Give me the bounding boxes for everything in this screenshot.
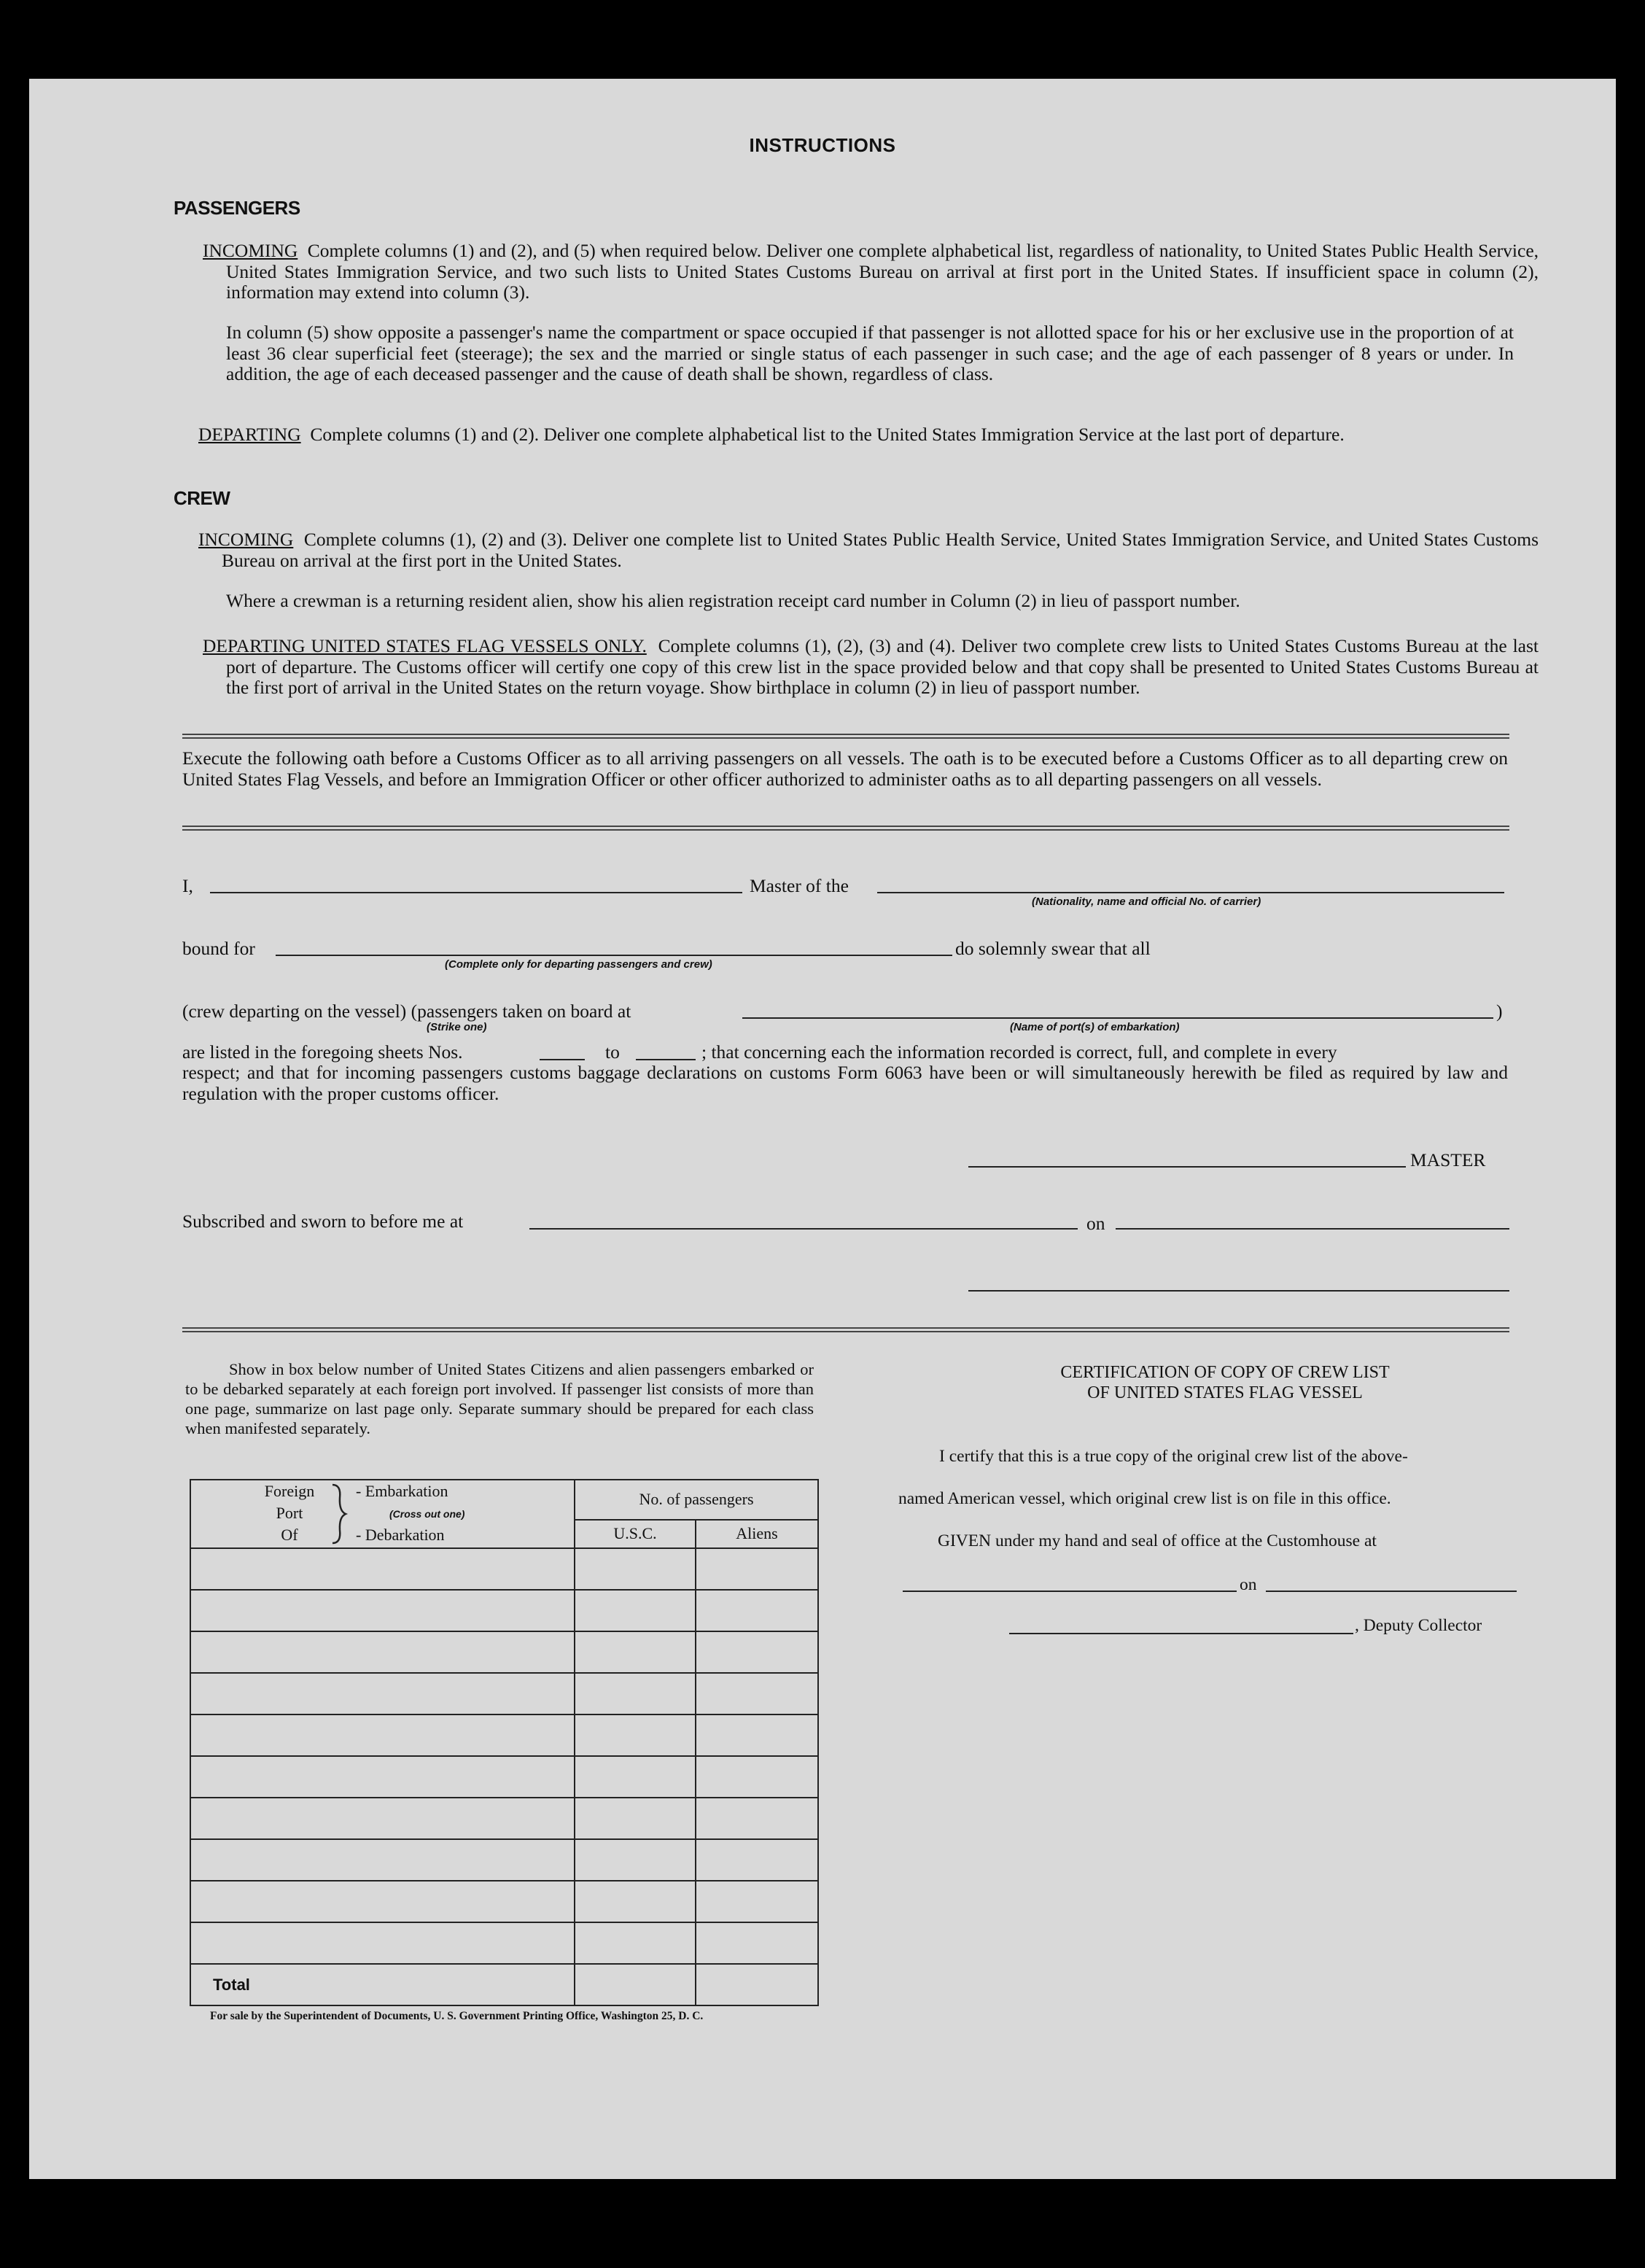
cert-on-label: on xyxy=(1240,1575,1257,1594)
table-row xyxy=(190,1548,818,1590)
usc-cell[interactable] xyxy=(575,1756,696,1798)
usc-cell[interactable] xyxy=(575,1631,696,1673)
swear-text: do solemnly swear that all xyxy=(955,938,1151,959)
table-row xyxy=(190,1922,818,1964)
on-label: on xyxy=(1086,1213,1105,1234)
form-page xyxy=(29,79,1616,2179)
subscribed-label: Subscribed and sworn to before me at xyxy=(182,1211,464,1232)
divider xyxy=(182,1327,1509,1332)
sheet-to-field[interactable] xyxy=(636,1059,696,1060)
passengers-incoming-paragraph xyxy=(203,241,1539,303)
aliens-cell[interactable] xyxy=(696,1756,818,1798)
aliens-cell[interactable] xyxy=(696,1798,818,1839)
passengers-departing-label: DEPARTING xyxy=(198,424,301,445)
given-text: GIVEN under my hand and seal of office at the Customhouse at xyxy=(938,1531,1377,1550)
table-row xyxy=(190,1590,818,1631)
table-row xyxy=(190,1756,818,1798)
of-label: Of xyxy=(281,1526,298,1544)
usc-cell[interactable] xyxy=(575,1922,696,1964)
usc-cell[interactable] xyxy=(575,1673,696,1714)
sworn-place-field[interactable] xyxy=(529,1228,1078,1230)
divider xyxy=(182,826,1509,831)
usc-cell[interactable] xyxy=(575,1798,696,1839)
aliens-cell[interactable] xyxy=(696,1631,818,1673)
sworn-date-field[interactable] xyxy=(1116,1228,1509,1230)
table-row xyxy=(190,1714,818,1756)
passengers-departing-text: Complete columns (1) and (2). Deliver one complete alphabetical list to the United States Immigration Service at the last port of departure. xyxy=(310,424,1345,445)
aliens-header: Aliens xyxy=(696,1520,818,1548)
footer-gpo-note: For sale by the Superintendent of Documents, U. S. Government Printing Office, Washington 25, D. C. xyxy=(210,2010,704,2022)
carrier-field[interactable] xyxy=(877,892,1504,893)
crew-departing-text: Complete columns (1), (2), (3) and (4). Deliver two complete crew lists to United States Customs Bureau at the last port of departure. The Customs officer will certify one copy of this crew list in the space provided below and that copy shall be presented to United States Customs Bureau at the first port of arrival in the United States on the return voyage. Show birthplace in column (2) in lieu of passport number. xyxy=(226,635,1539,698)
crew-departing-label: DEPARTING UNITED STATES FLAG VESSELS ONLY. xyxy=(203,635,647,656)
divider xyxy=(182,734,1509,739)
usc-header: U.S.C. xyxy=(575,1520,696,1548)
certification-title-line2: OF UNITED STATES FLAG VESSEL xyxy=(1087,1383,1363,1402)
strike-one-caption: (Strike one) xyxy=(427,1021,487,1033)
deputy-signature-field[interactable] xyxy=(1009,1633,1353,1634)
page-title: INSTRUCTIONS xyxy=(749,134,896,156)
bound-for-caption: (Complete only for departing passengers and crew) xyxy=(445,958,712,971)
port-cell[interactable] xyxy=(190,1881,575,1922)
port-cell[interactable] xyxy=(190,1922,575,1964)
crew-incoming-label: INCOMING xyxy=(198,529,294,550)
listed-prefix: are listed in the foregoing sheets Nos. xyxy=(182,1041,463,1063)
table-row xyxy=(190,1673,818,1714)
port-header-cell xyxy=(190,1480,575,1548)
carrier-caption: (Nationality, name and official No. of carrier) xyxy=(1032,896,1261,908)
crew-incoming-text: Complete columns (1), (2) and (3). Deliver one complete list to United States Public Health Service, United States Immigration Service, and United States Customs Bureau on arrival at the first port in the United States. xyxy=(222,529,1539,571)
ports-caption: (Name of port(s) of embarkation) xyxy=(1010,1021,1180,1033)
sheet-from-field[interactable] xyxy=(540,1059,585,1060)
usc-cell[interactable] xyxy=(575,1590,696,1631)
aliens-cell[interactable] xyxy=(696,1548,818,1590)
table-row xyxy=(190,1881,818,1922)
certify-line1: I certify that this is a true copy of the original crew list of the above- xyxy=(939,1447,1408,1466)
total-row xyxy=(190,1964,818,2005)
to-label: to xyxy=(605,1041,620,1063)
aliens-cell[interactable] xyxy=(696,1881,818,1922)
officer-signature-field[interactable] xyxy=(968,1290,1509,1292)
port-cell[interactable] xyxy=(190,1756,575,1798)
embarkation-label: - Embarkation xyxy=(356,1482,448,1500)
port-label: Port xyxy=(276,1504,303,1522)
passengers-heading: PASSENGERS xyxy=(174,197,300,219)
embarkation-port-field[interactable] xyxy=(742,1017,1493,1019)
certification-title xyxy=(955,1362,1495,1403)
no-passengers-header: No. of passengers xyxy=(575,1480,818,1520)
oath-instructions: Execute the following oath before a Customs Officer as to all arriving passengers on all vessels. The oath is to be executed before a Customs Officer as to all departing crew on United States Flag Vessels, and before an Immigration Officer or other officer authorized to administer oaths as to all departing passengers on all vessels. xyxy=(182,747,1508,790)
usc-total-cell[interactable] xyxy=(575,1964,696,2005)
master-label: MASTER xyxy=(1410,1149,1486,1170)
passengers-departing-paragraph xyxy=(198,424,1539,446)
total-label: Total xyxy=(190,1964,575,2005)
master-of-the-label: Master of the xyxy=(750,875,849,896)
port-cell[interactable] xyxy=(190,1798,575,1839)
aliens-cell[interactable] xyxy=(696,1590,818,1631)
debarkation-label: - Debarkation xyxy=(356,1526,445,1544)
aliens-cell[interactable] xyxy=(696,1673,818,1714)
table-row xyxy=(190,1631,818,1673)
aliens-cell[interactable] xyxy=(696,1714,818,1756)
aliens-total-cell[interactable] xyxy=(696,1964,818,2005)
passengers-incoming-text: Complete columns (1) and (2), and (5) when required below. Deliver one complete alphabetical list, regardless of nationality, to United States Public Health Service, United States Immigration Service, and two such lists to United States Customs Bureau on arrival at first port in the United States. If insufficient space in column (2), information may extend into column (3). xyxy=(226,240,1539,303)
oath-i-label: I, xyxy=(182,875,193,896)
certification-title-line1: CERTIFICATION OF COPY OF CREW LIST xyxy=(1060,1363,1390,1382)
certify-line2: named American vessel, which original crew list is on file in this office. xyxy=(898,1489,1391,1508)
close-paren: ) xyxy=(1496,1001,1503,1022)
crew-passengers-text: (crew departing on the vessel) (passengers taken on board at xyxy=(182,1001,631,1022)
usc-cell[interactable] xyxy=(575,1881,696,1922)
bound-for-field[interactable] xyxy=(276,955,952,956)
crew-resident-paragraph: Where a crewman is a returning resident alien, show his alien registration receipt card number in Column (2) in lieu of passport number. xyxy=(226,590,1240,611)
table-row xyxy=(190,1839,818,1881)
passengers-column5-paragraph: In column (5) show opposite a passenger's name the compartment or space occupied if that passenger is not allotted space for his or her exclusive use in the proportion of at least 36 clear superficial feet (steerage); the sex and the married or single status of each passenger in such case; and the age of each passenger of 8 years or under. In addition, the age of each deceased passenger and the cause of death shall be shown, regardless of class. xyxy=(226,322,1514,384)
passenger-summary-table xyxy=(190,1479,819,2006)
deputy-collector-label: , Deputy Collector xyxy=(1355,1616,1482,1635)
port-cell[interactable] xyxy=(190,1714,575,1756)
listed-suffix: ; that concerning each the information recorded is correct, full, and complete in every xyxy=(701,1041,1337,1063)
crew-incoming-paragraph xyxy=(198,529,1539,571)
bound-for-label: bound for xyxy=(182,938,255,959)
summary-instructions: Show in box below number of United States Citizens and alien passengers embarked or to be debarked separately at each foreign port involved. If passenger list consists of more than one page, summarize on last page only. Separate summary should be prepared for each class when manifested separately. xyxy=(185,1360,814,1437)
usc-cell[interactable] xyxy=(575,1548,696,1590)
customhouse-field[interactable] xyxy=(903,1591,1237,1592)
port-cell[interactable] xyxy=(190,1839,575,1881)
usc-cell[interactable] xyxy=(575,1714,696,1756)
cert-date-field[interactable] xyxy=(1266,1591,1517,1592)
table-header-row xyxy=(190,1480,818,1520)
table-row xyxy=(190,1798,818,1839)
foreign-label: Foreign xyxy=(264,1482,315,1500)
port-cell[interactable] xyxy=(190,1631,575,1673)
port-cell[interactable] xyxy=(190,1590,575,1631)
master-signature-field[interactable] xyxy=(968,1166,1406,1168)
aliens-cell[interactable] xyxy=(696,1922,818,1964)
aliens-cell[interactable] xyxy=(696,1839,818,1881)
port-cell[interactable] xyxy=(190,1673,575,1714)
usc-cell[interactable] xyxy=(575,1839,696,1881)
listed-rest: respect; and that for incoming passengers customs baggage declarations on customs Form 6063 have been or will simultaneously herewith be filed as required by law and regulation with the proper customs officer. xyxy=(182,1062,1508,1104)
brace-icon xyxy=(330,1483,349,1545)
cross-out-caption: (Cross out one) xyxy=(389,1508,465,1520)
crew-heading: CREW xyxy=(174,487,230,509)
crew-departing-paragraph xyxy=(203,636,1539,699)
master-name-field[interactable] xyxy=(210,892,742,893)
passengers-incoming-label: INCOMING xyxy=(203,240,298,261)
port-cell[interactable] xyxy=(190,1548,575,1590)
